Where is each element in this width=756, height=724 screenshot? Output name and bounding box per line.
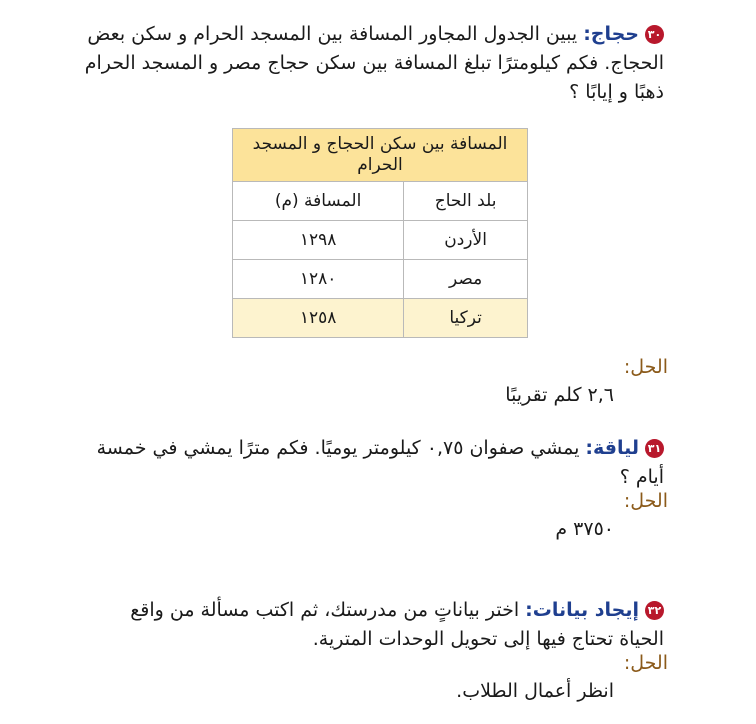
country-cell: الأردن [404,221,528,260]
question-keyword: حجاج: [583,23,639,45]
solution-answer: ٣٧٥٠ م [555,518,614,540]
question-32 [84,596,664,654]
distance-cell: ١٢٩٨ [233,221,404,260]
column-header-country: بلد الحاج [404,182,528,221]
question-keyword: لياقة: [585,437,639,459]
question-30 [84,20,664,107]
table-row [233,221,528,260]
question-number-badge: ٣١ [645,439,664,458]
question-text: يمشي صفوان ٠,٧٥ كيلومتر يوميًا. فكم مترًا يمشي في خمسة أيام ؟ [96,437,664,488]
distance-cell: ١٢٨٠ [233,260,404,299]
solution-label: الحل: [623,652,668,674]
solution-label: الحل: [623,490,668,512]
question-number-badge: ٣٢ [645,601,664,620]
table-row [233,260,528,299]
solution-answer: انظر أعمال الطلاب. [456,680,614,702]
country-cell: مصر [404,260,528,299]
question-text: يبين الجدول المجاور المسافة بين المسجد الحرام و سكن بعض الحجاج. فكم كيلومترًا تبلغ المسافة بين سكن حجاج مصر و المسجد الحرام ذهبًا و إيابًا ؟ [84,23,664,103]
distance-cell: ١٢٥٨ [233,299,404,338]
question-number-badge: ٣٠ [645,25,664,44]
table-row [233,299,528,338]
distance-table [232,128,528,338]
table-title: المسافة بين سكن الحجاج و المسجد الحرام [233,129,528,182]
solution-answer: ٢,٦ كلم تقريبًا [505,384,614,406]
question-31 [84,434,664,492]
question-keyword: إيجاد بيانات: [525,599,639,621]
solution-label: الحل: [623,356,668,378]
country-cell: تركيا [404,299,528,338]
column-header-distance: المسافة (م) [233,182,404,221]
question-text: اختر بياناتٍ من مدرستك، ثم اكتب مسألة من واقع الحياة تحتاج فيها إلى تحويل الوحدات المترية. [130,599,664,650]
